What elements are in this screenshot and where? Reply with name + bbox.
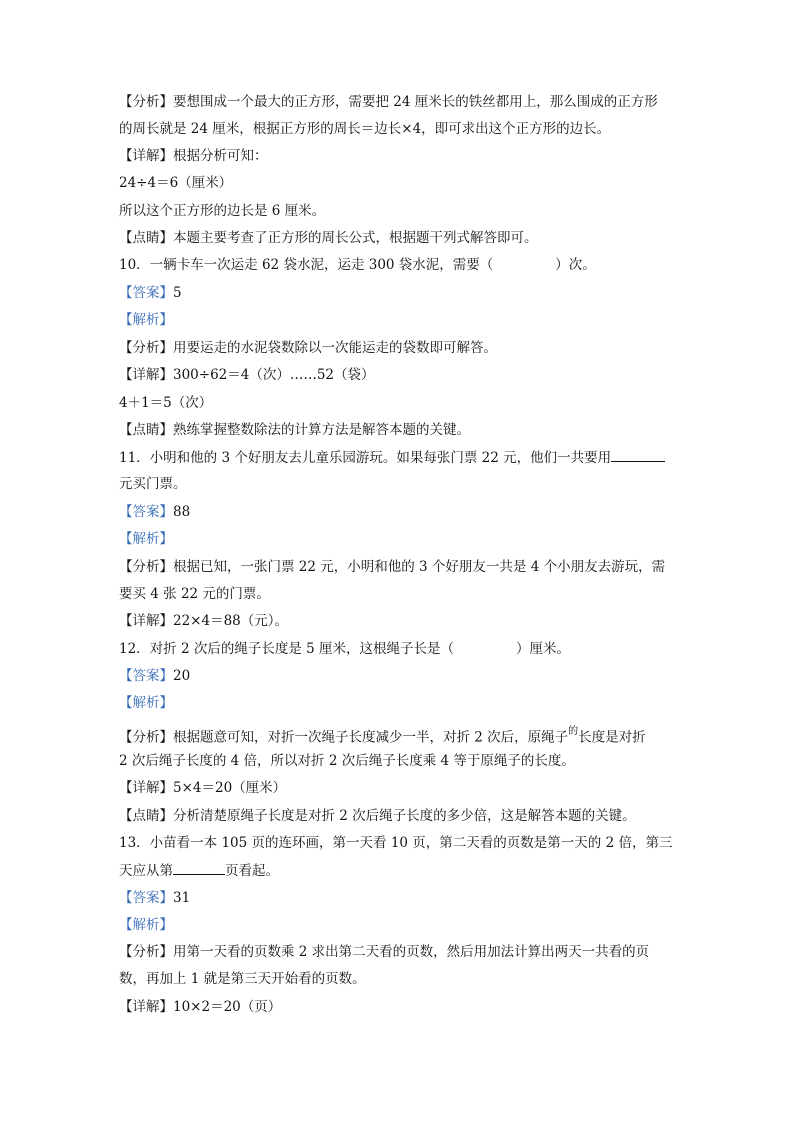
analysis-text: 用第一天看的页数乘 2 求出第二天看的页数，然后用加法计算出两天一共看的页 bbox=[173, 944, 650, 960]
answer-tag: 【答案】 bbox=[119, 285, 173, 301]
answer-value: 88 bbox=[173, 504, 191, 520]
question-11-text: 元买门票。 bbox=[119, 476, 187, 492]
comment-line bbox=[119, 228, 679, 248]
question-13 bbox=[119, 833, 679, 853]
text: 要买 4 张 22 元的门票。 bbox=[119, 586, 270, 602]
equation-line bbox=[119, 173, 679, 193]
answer-value: 20 bbox=[173, 668, 191, 684]
question-13-text: 13．小苗看一本 105 页的连环画，第一天看 10 页，第二天看的页数是第一天的 2 倍，第三 bbox=[119, 835, 673, 851]
text: 2 次后绳子长度的 4 倍，所以对折 2 次后绳子长度乘 4 等于原绳子的长度。 bbox=[119, 753, 575, 769]
comment-text: 熟练掌握整数除法的计算方法是解答本题的关键。 bbox=[173, 422, 470, 438]
answer-line bbox=[119, 666, 679, 686]
detail-tag: 【详解】 bbox=[119, 999, 173, 1015]
detail-text: 300÷62＝4（次）……52（袋） bbox=[173, 367, 375, 383]
solution-tag: 【解析】 bbox=[119, 917, 173, 933]
detail-line bbox=[119, 778, 679, 798]
question-13-end: 页看起。 bbox=[225, 863, 279, 879]
detail-text: 22×4＝88（元）。 bbox=[173, 613, 289, 629]
comment-text: 本题主要考查了正方形的周长公式，根据题干列式解答即可。 bbox=[173, 230, 538, 246]
answer-tag: 【答案】 bbox=[119, 668, 173, 684]
text-line bbox=[119, 584, 679, 604]
text-line bbox=[119, 119, 679, 139]
comment-tag: 【点睛】 bbox=[119, 230, 173, 246]
answer-value: 31 bbox=[173, 890, 191, 906]
analysis-tag: 【分析】 bbox=[119, 559, 173, 575]
equation: 24÷4＝6（厘米） bbox=[119, 175, 233, 191]
analysis-line bbox=[119, 92, 679, 112]
question-13-text: 天应从第 bbox=[119, 863, 173, 879]
text: 数，再加上 1 就是第三天开始看的页数。 bbox=[119, 971, 366, 987]
superscript-char: 的 bbox=[568, 726, 579, 737]
detail-tag: 【详解】 bbox=[119, 148, 173, 164]
text-line bbox=[119, 201, 679, 221]
question-10 bbox=[119, 255, 679, 275]
analysis-tag: 【分析】 bbox=[119, 944, 173, 960]
text: 的周长就是 24 厘米，根据正方形的周长＝边长×4，即可求出这个正方形的边长。 bbox=[119, 121, 611, 137]
question-11-text: 11．小明和他的 3 个好朋友去儿童乐园游玩。如果每张门票 22 元，他们一共要用 bbox=[119, 450, 612, 466]
detail-line bbox=[119, 997, 679, 1017]
detail-tag: 【详解】 bbox=[119, 780, 173, 796]
text-line bbox=[119, 969, 679, 989]
solution-header bbox=[119, 529, 679, 549]
analysis-line bbox=[119, 724, 679, 748]
analysis-line bbox=[119, 557, 679, 577]
comment-line bbox=[119, 806, 679, 826]
solution-header bbox=[119, 693, 679, 713]
analysis-line bbox=[119, 942, 679, 962]
detail-text: 5×4＝20（厘米） bbox=[173, 780, 287, 796]
answer-blank bbox=[173, 860, 225, 875]
answer-line bbox=[119, 888, 679, 908]
analysis-text: 要想围成一个最大的正方形，需要把 24 厘米长的铁丝都用上，那么围成的正方形 bbox=[173, 94, 658, 110]
detail-tag: 【详解】 bbox=[119, 613, 173, 629]
answer-tag: 【答案】 bbox=[119, 890, 173, 906]
analysis-tag: 【分析】 bbox=[119, 94, 173, 110]
solution-tag: 【解析】 bbox=[119, 695, 173, 711]
equation-line bbox=[119, 393, 679, 413]
analysis-text-end: 长度是对折 bbox=[578, 729, 646, 746]
question-12 bbox=[119, 639, 679, 659]
analysis-tag: 【分析】 bbox=[119, 340, 173, 356]
question-12-text: 12．对折 2 次后的绳子长度是 5 厘米，这根绳子长是（ bbox=[119, 641, 455, 657]
equation: 4＋1＝5（次） bbox=[119, 395, 213, 411]
detail-text: 10×2＝20（页） bbox=[173, 999, 282, 1015]
answer-line bbox=[119, 502, 679, 522]
answer-tag: 【答案】 bbox=[119, 504, 173, 520]
answer-line bbox=[119, 283, 679, 303]
question-11 bbox=[119, 447, 679, 468]
answer-blank bbox=[611, 447, 665, 462]
text: 所以这个正方形的边长是 6 厘米。 bbox=[119, 203, 326, 219]
detail-line bbox=[119, 146, 679, 166]
comment-tag: 【点睛】 bbox=[119, 808, 173, 824]
question-12-end: ）厘米。 bbox=[516, 641, 571, 657]
question-10-text: 10．一辆卡车一次运走 62 袋水泥，运走 300 袋水泥，需要（ bbox=[119, 257, 494, 273]
analysis-text: 根据题意可知，对折一次绳子长度减少一半，对折 2 次后，原绳子 bbox=[173, 729, 569, 746]
solution-tag: 【解析】 bbox=[119, 531, 173, 547]
solution-header bbox=[119, 310, 679, 330]
detail-tag: 【详解】 bbox=[119, 367, 173, 383]
question-11-line2 bbox=[119, 474, 679, 494]
detail-line bbox=[119, 365, 679, 385]
answer-value: 5 bbox=[173, 285, 182, 301]
detail-text: 根据分析可知： bbox=[173, 148, 268, 164]
comment-line bbox=[119, 420, 679, 440]
text-line bbox=[119, 751, 679, 771]
question-13-line2 bbox=[119, 860, 679, 881]
solution-tag: 【解析】 bbox=[119, 312, 173, 328]
comment-text: 分析清楚原绳子长度是对折 2 次后绳子长度的多少倍，这是解答本题的关键。 bbox=[173, 808, 636, 824]
analysis-text: 用要运走的水泥袋数除以一次能运走的袋数即可解答。 bbox=[173, 340, 497, 356]
analysis-line bbox=[119, 338, 679, 358]
question-10-end: ）次。 bbox=[555, 257, 596, 273]
detail-line bbox=[119, 611, 679, 631]
solution-header bbox=[119, 915, 679, 935]
analysis-text: 根据已知，一张门票 22 元，小明和他的 3 个好朋友一共是 4 个小朋友去游玩，需 bbox=[173, 559, 666, 575]
comment-tag: 【点睛】 bbox=[119, 422, 173, 438]
analysis-tag: 【分析】 bbox=[119, 729, 173, 746]
